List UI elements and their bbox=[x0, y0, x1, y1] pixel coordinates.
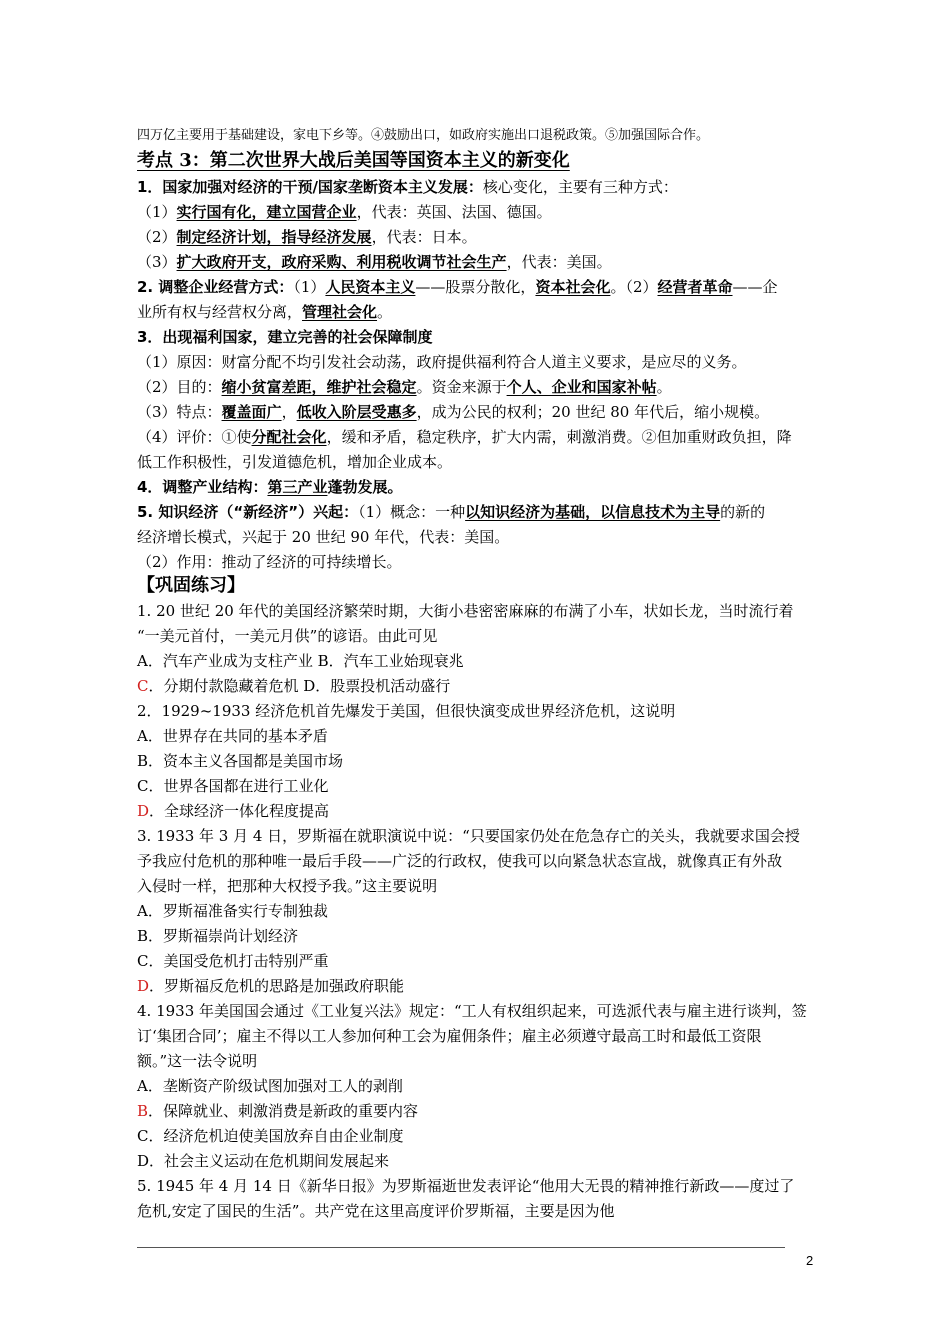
item-1-1: （1）实行国有化，建立国营企业，代表：英国、法国、德国。 bbox=[137, 203, 552, 221]
item-1 bbox=[137, 176, 817, 198]
question-2-option-d: D．全球经济一体化程度提高 bbox=[137, 802, 330, 820]
item-3-4-cont: 低工作积极性，引发道德危机，增加企业成本。 bbox=[137, 453, 453, 471]
question-4-option-d: D．社会主义运动在危机期间发展起来 bbox=[137, 1152, 390, 1170]
item-5-2: （2）作用：推动了经济的可持续增长。 bbox=[137, 553, 402, 571]
item-1-3: （3）扩大政府开支，政府采购、利用税收调节社会生产，代表：美国。 bbox=[137, 253, 612, 271]
answer-letter: B bbox=[137, 1102, 149, 1120]
intro-line: 四万亿主要用于基础建设，家电下乡等。④鼓励出口，如政府实施出口退税政策。⑤加强国际合作。 bbox=[137, 128, 710, 143]
question-4-stem-cont: 订‘集团合同’；雇主不得以工人参加何种工会为雇佣条件；雇主必须遵守最高工时和最低工资限 bbox=[137, 1027, 762, 1045]
footer-divider bbox=[137, 1247, 785, 1248]
question-4-option-b: B．保障就业、刺激消费是新政的重要内容 bbox=[137, 1102, 419, 1120]
question-5-stem: 5. 1945 年 4 月 14 日《新华日报》为罗斯福逝世发表评论“他用大无畏的精神推行新政——度过了 bbox=[137, 1177, 795, 1195]
question-4-stem: 4. 1933 年美国国会通过《工业复兴法》规定：“工人有权组织起来，可选派代表与雇主进行谈判，签 bbox=[137, 1002, 807, 1020]
key-point: 制定经济计划，指导经济发展 bbox=[176, 228, 372, 246]
item-3-heading: 3．出现福利国家，建立完善的社会保障制度 bbox=[137, 328, 433, 346]
item-2: 2. 调整企业经营方式：（1）人民资本主义——股票分散化，资本社会化。（2）经营者革命——企 bbox=[137, 278, 778, 296]
question-3-stem-cont: 予我应付危机的那种唯一最后手段——广泛的行政权，使我可以向紧急状态宣战，就像真正有外敌 bbox=[137, 852, 783, 870]
answer-letter: C bbox=[137, 677, 149, 695]
item-3-1: （1）原因：财富分配不均引发社会动荡，政府提供福利符合人道主义要求，是应尽的义务。 bbox=[137, 353, 747, 371]
question-2-stem: 2．1929~1933 经济危机首先爆发于美国，但很快演变成世界经济危机，这说明 bbox=[137, 702, 676, 720]
key-point: 实行国有化，建立国营企业 bbox=[176, 203, 357, 221]
item-3-3: （3）特点：覆盖面广，低收入阶层受惠多，成为公民的权利；20 世纪 80 年代后，缩小规模。 bbox=[137, 403, 770, 421]
section-title-kaodian3: 考点 3：第二次世界大战后美国等国资本主义的新变化 bbox=[137, 150, 570, 171]
item-1-heading: 1．国家加强对经济的干预/国家垄断资本主义发展： bbox=[137, 178, 483, 196]
item-1-2: （2）制定经济计划，指导经济发展，代表：日本。 bbox=[137, 228, 477, 246]
question-3-option-a: A．罗斯福准备实行专制独裁 bbox=[137, 902, 328, 920]
question-1-stem-cont: “一美元首付，一美元月供”的谚语。由此可见 bbox=[137, 627, 438, 645]
question-3-option-d: D．罗斯福反危机的思路是加强政府职能 bbox=[137, 977, 405, 995]
question-2-option-c: C．世界各国都在进行工业化 bbox=[137, 777, 329, 795]
question-2-option-a: A．世界存在共同的基本矛盾 bbox=[137, 727, 328, 745]
exercise-heading: 【巩固练习】 bbox=[137, 575, 245, 596]
question-4-option-a: A．垄断资产阶级试图加强对工人的剥削 bbox=[137, 1077, 403, 1095]
question-1-options-cd: C．分期付款隐藏着危机 D．股票投机活动盛行 bbox=[137, 677, 451, 695]
question-1-options-ab: A．汽车产业成为支柱产业 B．汽车工业始现衰兆 bbox=[137, 652, 464, 670]
question-3-stem: 3. 1933 年 3 月 4 日，罗斯福在就职演说中说：“只要国家仍处在危急存亡的关头，我就要求国会授 bbox=[137, 827, 800, 845]
question-3-stem-cont: 入侵时一样，把那种大权授予我。”这主要说明 bbox=[137, 877, 438, 895]
question-2-option-b: B．资本主义各国都是美国市场 bbox=[137, 752, 344, 770]
question-3-option-c: C．美国受危机打击特别严重 bbox=[137, 952, 329, 970]
item-2-heading: 2. 调整企业经营方式： bbox=[137, 278, 294, 296]
question-4-stem-cont: 额。”这一法令说明 bbox=[137, 1052, 258, 1070]
answer-letter: D bbox=[137, 802, 150, 820]
key-point: 扩大政府开支，政府采购、利用税收调节社会生产 bbox=[176, 253, 507, 271]
item-5-cont: 经济增长模式，兴起于 20 世纪 90 年代，代表：美国。 bbox=[137, 528, 510, 546]
question-1-stem: 1. 20 世纪 20 年代的美国经济繁荣时期，大街小巷密密麻麻的布满了小车，状如长龙，当时流行着 bbox=[137, 602, 794, 620]
question-3-option-b: B．罗斯福崇尚计划经济 bbox=[137, 927, 299, 945]
item-3-4: （4）评价：①使分配社会化，缓和矛盾，稳定秩序，扩大内需，刺激消费。②但加重财政负担，降 bbox=[137, 428, 792, 446]
answer-letter: D bbox=[137, 977, 150, 995]
page-number: 2 bbox=[806, 1253, 814, 1268]
item-1-text: 核心变化，主要有三种方式： bbox=[482, 178, 678, 196]
question-4-option-c: C．经济危机迫使美国放弃自由企业制度 bbox=[137, 1127, 404, 1145]
item-5: 5. 知识经济（“新经济”）兴起：（1）概念：一种以知识经济为基础，以信息技术为主导的新的 bbox=[137, 503, 766, 521]
question-5-stem-cont: 危机,安定了国民的生活”。共产党在这里高度评价罗斯福，主要是因为他 bbox=[137, 1202, 615, 1220]
item-3-2: （2）目的：缩小贫富差距，维护社会稳定。资金来源于个人、企业和国家补帖。 bbox=[137, 378, 672, 396]
item-2-cont: 业所有权与经营权分离，管理社会化。 bbox=[137, 303, 393, 321]
item-4: 4．调整产业结构：第三产业蓬勃发展。 bbox=[137, 478, 403, 496]
